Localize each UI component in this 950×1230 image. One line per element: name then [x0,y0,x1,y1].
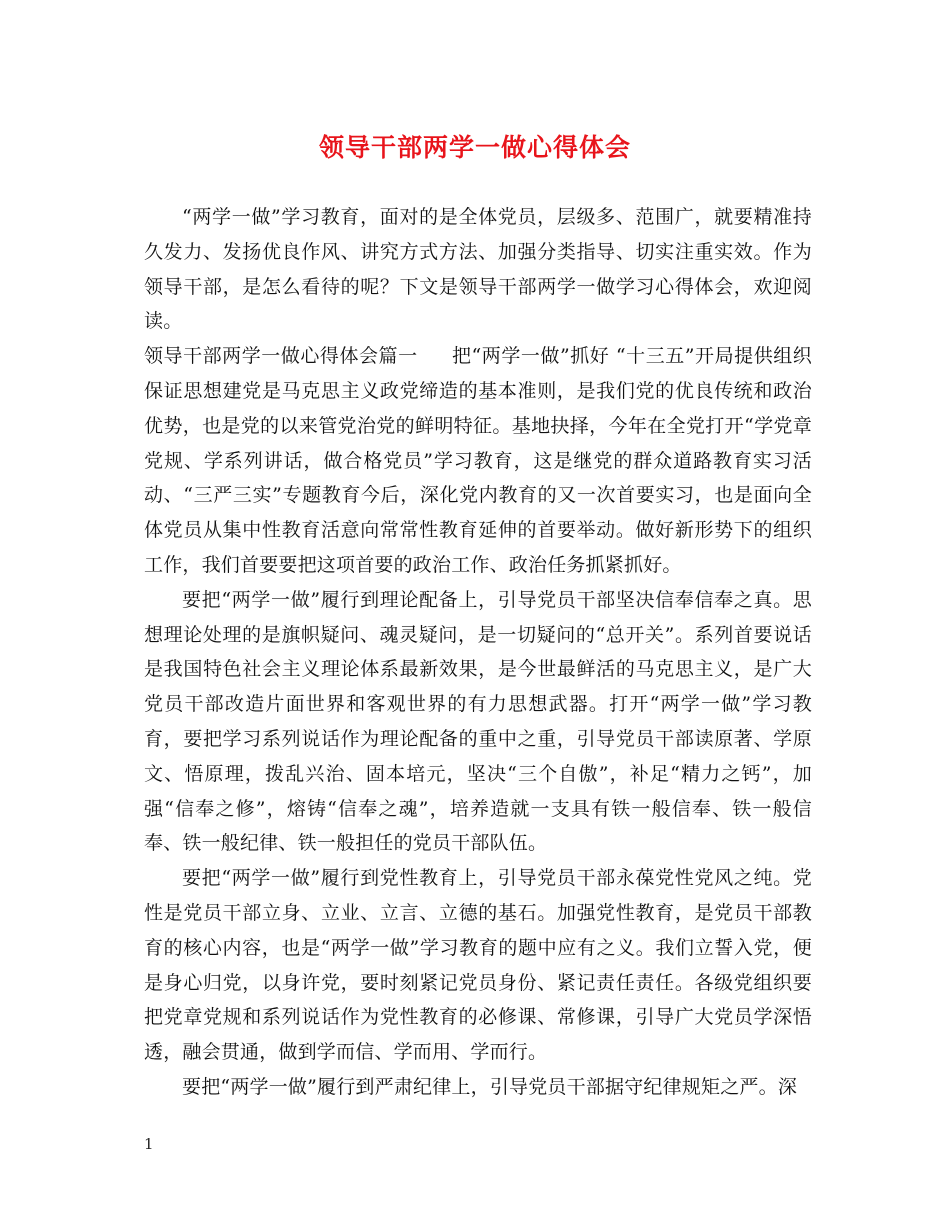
document-body [144,200,812,1105]
body-paragraph-4: 要把“两学一做”履行到严肃纪律上，引导党员干部据守纪律规矩之严。深 [182,1075,798,1098]
body-paragraph-2: 要把“两学一做”履行到理论配备上，引导党员干部坚决信奉信奉之真。思想理论处理的是旗帜疑问、魂灵疑问，是一切疑问的“总开关”。系列首要说话是我国特色社会主义理论体系最新效果，是今世最鲜活的马克思主义，是广大党员干部改造片面世界和客观世界的有力思想武器。打开“两学一做”学习教育，要把学习系列说话作为理论配备的重中之重，引导党员干部读原著、学原文、悟原理，拨乱兴治、固本培元，坚决“三个自傲”，补足“精力之钙”，加强“信奉之修”，熔铸“信奉之魂”，培养造就一支具有铁一般信奉、铁一般信奉、铁一般纪律、铁一般担任的党员干部队伍。 [144,588,812,855]
section-label: 领导干部两学一做心得体会篇一 [144,345,418,368]
section-text: 把“两学一做”抓好 “十三五”开局提供组织保证思想建党是马克思主义政党缔造的基本准则，是我们党的优良传统和政治优势，也是党的以来管党治党的鲜明特征。基地抉择，今年在全党打开“学党章党规、学系列讲话，做合格党员”学习教育，这是继党的群众道路教育实习活动、“三严三实”专题教育今后，深化党内教育的又一次首要实习，也是面向全体党员从集中性教育活意向常常性教育延伸的首要举动。做好新形势下的组织工作，我们首要要把这项首要的政治工作、政治任务抓紧抓好。 [144,345,812,576]
intro-paragraph: “两学一做”学习教育，面对的是全体党员，层级多、范围广，就要精准持久发力、发扬优良作风、讲究方式方法、加强分类指导、切实注重实效。作为领导干部，是怎么看待的呢？下文是领导干部两学一做学习心得体会，欢迎阅读。 [144,206,812,333]
body-paragraph-3: 要把“两学一做”履行到党性教育上，引导党员干部永葆党性党风之纯。党性是党员干部立身、立业、立言、立德的基石。加强党性教育，是党员干部教育的核心内容，也是“两学一做”学习教育的题中应有之义。我们立誓入党，便是身心归党，以身许党，要时刻紧记党员身份、紧记责任责任。各级党组织要把党章党规和系列说话作为党性教育的必修课、常修课，引导广大党员学深悟透，融会贯通，做到学而信、学而用、学而行。 [144,867,812,1064]
page-number: 1 [144,1135,154,1153]
section-paragraph [144,339,812,583]
document-title: 领导干部两学一做心得体会 [318,133,631,162]
